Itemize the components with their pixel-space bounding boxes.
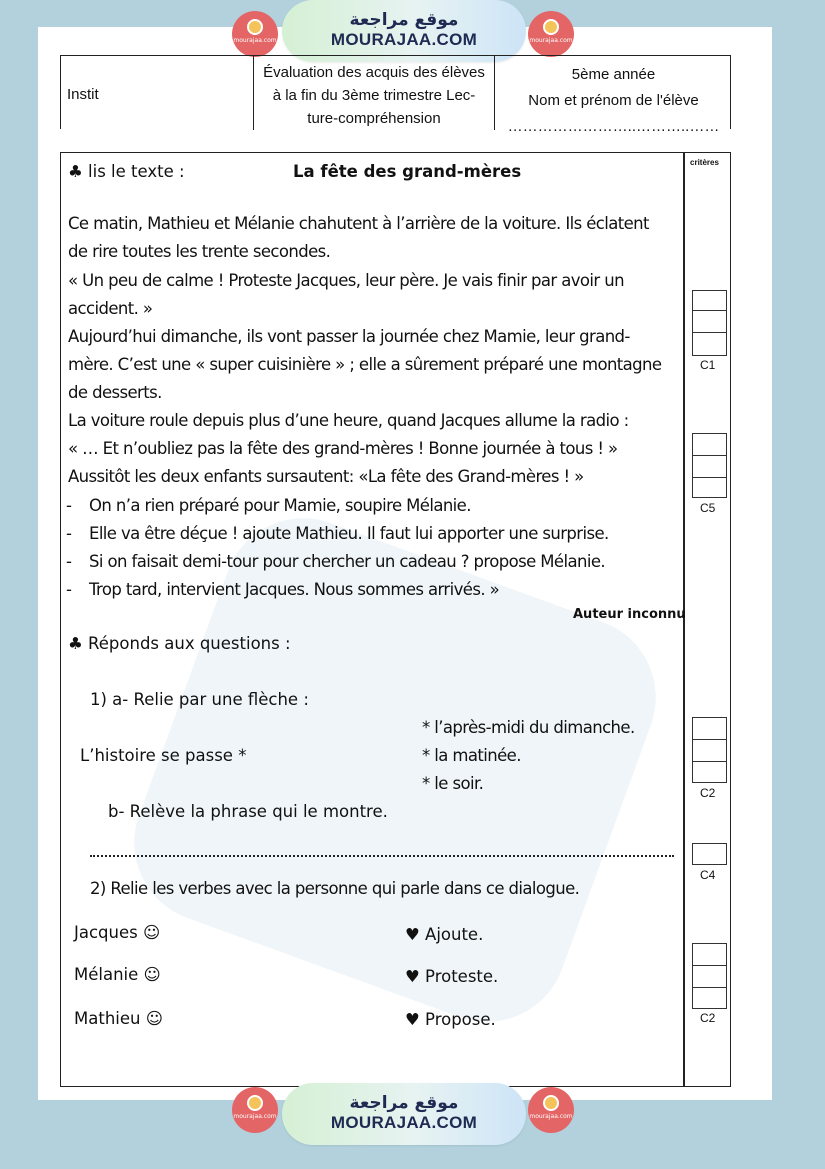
dialogue-line: Trop tard, intervient Jacques. Nous sommes arrivés. » (89, 580, 500, 599)
dialogue-line: On n’a rien préparé pour Mamie, soupire Mélanie. (89, 496, 471, 515)
q2-person[interactable]: Jacques ☺ (74, 923, 161, 942)
reading-instruction: ♣ lis le texte : (68, 162, 185, 181)
story-line: de rire toutes les trente secondes. (68, 242, 331, 261)
criteria-boxes-c2b[interactable] (692, 943, 727, 1009)
q1-stem[interactable]: L’histoire se passe * (80, 746, 247, 765)
dialogue-dash: - (66, 552, 72, 571)
dialogue-dash: - (66, 496, 72, 515)
site-domain: MOURAJAA.COM (330, 30, 478, 49)
site-logo-badge: mourajaa.com (528, 11, 574, 57)
site-arabic-name: موقع مراجعة (349, 1093, 459, 1113)
header-table (60, 55, 731, 135)
student-name-label: Nom et prénom de l'élève (528, 92, 699, 109)
question-1b: b- Relève la phrase qui le montre. (108, 802, 388, 821)
criteria-label: C4 (700, 868, 716, 882)
site-logo-badge: mourajaa.com (528, 1087, 574, 1133)
instit-cell: Instit (61, 56, 254, 130)
evaluation-cell: Évaluation des acquis des élèves à la fin du 3ème trimestre Lec- ture-compréhension (254, 56, 495, 130)
story-line: de desserts. (68, 383, 162, 402)
q2-verb[interactable]: ♥ Propose. (405, 1010, 496, 1029)
site-domain: MOURAJAA.COM (330, 1113, 478, 1132)
story-line: Aussitôt les deux enfants sursautent: «La fête des Grand-mères ! » (68, 467, 584, 486)
student-name-blank[interactable]: ……………………..………..…… (507, 118, 720, 135)
criteria-label: C1 (700, 358, 716, 372)
story-line: Ce matin, Mathieu et Mélanie chahutent à l’arrière de la voiture. Ils éclatent (68, 214, 649, 233)
q2-verb[interactable]: ♥ Ajoute. (405, 925, 484, 944)
criteria-label: C2 (700, 786, 716, 800)
grade-label: 5ème année (571, 66, 656, 83)
question-2: 2) Relie les verbes avec la personne qui parle dans ce dialogue. (90, 879, 580, 898)
story-line: accident. » (68, 299, 153, 318)
criteria-title: critères (690, 158, 719, 167)
q2-person[interactable]: Mathieu ☺ (74, 1009, 163, 1028)
q1-option[interactable]: * le soir. (422, 774, 484, 793)
criteria-boxes-c1[interactable] (692, 290, 727, 356)
story-line: « … Et n’oubliez pas la fête des grand-mères ! Bonne journée à tous ! » (68, 439, 618, 458)
q1-option[interactable]: * la matinée. (422, 746, 521, 765)
site-banner-bottom[interactable] (282, 1083, 526, 1145)
site-logo-badge: mourajaa.com (232, 1087, 278, 1133)
q1-option[interactable]: * l’après-midi du dimanche. (422, 718, 635, 737)
story-line: Aujourd’hui dimanche, ils vont passer la journée chez Mamie, leur grand- (68, 327, 630, 346)
story-line: La voiture roule depuis plus d’une heure, quand Jacques allume la radio : (68, 411, 629, 430)
story-title: La fête des grand-mères (293, 162, 522, 181)
student-cell (495, 56, 732, 135)
criteria-label: C5 (700, 501, 716, 515)
criteria-boxes-c2a[interactable] (692, 717, 727, 783)
criteria-boxes-c4[interactable] (692, 843, 727, 865)
site-logo-badge: mourajaa.com (232, 11, 278, 57)
site-arabic-name: موقع مراجعة (349, 10, 459, 30)
answer-line[interactable] (90, 855, 674, 857)
story-author: Auteur inconnu (573, 607, 686, 622)
site-banner-top[interactable] (282, 0, 526, 62)
dialogue-dash: - (66, 580, 72, 599)
story-line: mère. C’est une « super cuisinière » ; elle a sûrement préparé une montagne (68, 355, 662, 374)
criteria-boxes-c5[interactable] (692, 433, 727, 498)
question-1a: 1) a- Relie par une flèche : (90, 690, 309, 709)
criteria-label: C2 (700, 1011, 716, 1025)
dialogue-dash: - (66, 524, 72, 543)
q2-verb[interactable]: ♥ Proteste. (405, 967, 499, 986)
questions-instruction: ♣ Réponds aux questions : (68, 634, 291, 653)
dialogue-line: Elle va être déçue ! ajoute Mathieu. Il faut lui apporter une surprise. (89, 524, 609, 543)
dialogue-line: Si on faisait demi-tour pour chercher un cadeau ? propose Mélanie. (89, 552, 606, 571)
q2-person[interactable]: Mélanie ☺ (74, 965, 161, 984)
story-line: « Un peu de calme ! Proteste Jacques, leur père. Je vais finir par avoir un (68, 271, 624, 290)
